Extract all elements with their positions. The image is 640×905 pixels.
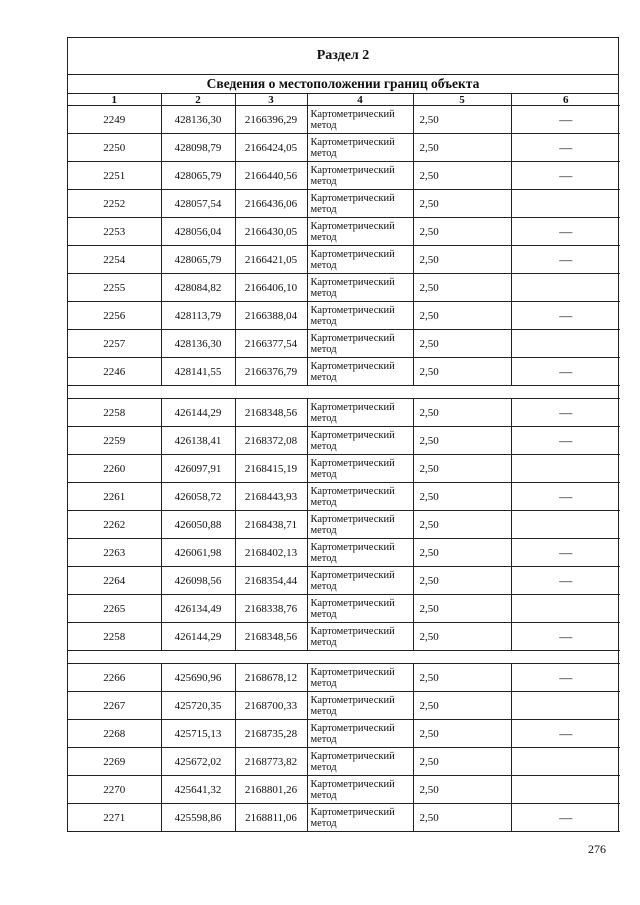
method-cell: Картометрический метод (307, 692, 413, 720)
accuracy-cell: 2,50 (413, 218, 511, 246)
point-number-cell: 2268 (68, 720, 161, 748)
accuracy-cell: 2,50 (413, 595, 511, 623)
x-coordinate-cell: 426138,41 (161, 427, 235, 455)
point-number-cell: 2255 (68, 274, 161, 302)
y-coordinate-cell: 2166396,29 (235, 106, 307, 134)
description-cell (511, 274, 620, 302)
table-row (68, 106, 620, 134)
point-number-cell: 2251 (68, 162, 161, 190)
description-cell (511, 692, 620, 720)
accuracy-cell: 2,50 (413, 246, 511, 274)
method-cell: Картометрический метод (307, 776, 413, 804)
description-cell: — (511, 804, 620, 832)
x-coordinate-cell: 426134,49 (161, 595, 235, 623)
description-cell: — (511, 483, 620, 511)
y-coordinate-cell: 2168735,28 (235, 720, 307, 748)
accuracy-cell: 2,50 (413, 162, 511, 190)
accuracy-cell: 2,50 (413, 358, 511, 386)
accuracy-cell: 2,50 (413, 664, 511, 692)
description-cell (511, 511, 620, 539)
method-cell: Картометрический метод (307, 358, 413, 386)
accuracy-cell: 2,50 (413, 190, 511, 218)
method-cell: Картометрический метод (307, 190, 413, 218)
point-number-cell: 2270 (68, 776, 161, 804)
accuracy-cell: 2,50 (413, 330, 511, 358)
x-coordinate-cell: 426144,29 (161, 623, 235, 651)
table-row (68, 692, 620, 720)
accuracy-cell: 2,50 (413, 804, 511, 832)
point-number-cell: 2249 (68, 106, 161, 134)
column-header: 1 (68, 94, 161, 106)
x-coordinate-cell: 426050,88 (161, 511, 235, 539)
method-cell: Картометрический метод (307, 162, 413, 190)
point-number-cell: 2271 (68, 804, 161, 832)
description-cell: — (511, 664, 620, 692)
method-cell: Картометрический метод (307, 804, 413, 832)
boundary-points-table (68, 94, 620, 832)
method-cell: Картометрический метод (307, 720, 413, 748)
table-row (68, 246, 620, 274)
y-coordinate-cell: 2166440,56 (235, 162, 307, 190)
description-cell: — (511, 162, 620, 190)
x-coordinate-cell: 428057,54 (161, 190, 235, 218)
separator-cell (68, 386, 620, 399)
separator-cell (68, 651, 620, 664)
accuracy-cell: 2,50 (413, 720, 511, 748)
method-cell: Картометрический метод (307, 134, 413, 162)
point-number-cell: 2266 (68, 664, 161, 692)
method-cell: Картометрический метод (307, 274, 413, 302)
y-coordinate-cell: 2168415,19 (235, 455, 307, 483)
description-cell: — (511, 218, 620, 246)
x-coordinate-cell: 428136,30 (161, 106, 235, 134)
method-cell: Картометрический метод (307, 427, 413, 455)
method-cell: Картометрический метод (307, 246, 413, 274)
column-header: 4 (307, 94, 413, 106)
x-coordinate-cell: 428098,79 (161, 134, 235, 162)
accuracy-cell: 2,50 (413, 399, 511, 427)
point-number-cell: 2258 (68, 399, 161, 427)
group-separator-row (68, 651, 620, 664)
accuracy-cell: 2,50 (413, 692, 511, 720)
description-cell (511, 190, 620, 218)
x-coordinate-cell: 426061,98 (161, 539, 235, 567)
point-number-cell: 2250 (68, 134, 161, 162)
column-header: 2 (161, 94, 235, 106)
table-row (68, 302, 620, 330)
table-row (68, 664, 620, 692)
method-cell: Картометрический метод (307, 539, 413, 567)
description-cell: — (511, 358, 620, 386)
point-number-cell: 2260 (68, 455, 161, 483)
description-cell: — (511, 134, 620, 162)
accuracy-cell: 2,50 (413, 776, 511, 804)
column-header: 5 (413, 94, 511, 106)
description-cell: — (511, 427, 620, 455)
table-row (68, 539, 620, 567)
method-cell: Картометрический метод (307, 330, 413, 358)
description-cell: — (511, 106, 620, 134)
column-header: 3 (235, 94, 307, 106)
method-cell: Картометрический метод (307, 218, 413, 246)
point-number-cell: 2254 (68, 246, 161, 274)
document-sheet (67, 37, 619, 832)
y-coordinate-cell: 2168438,71 (235, 511, 307, 539)
x-coordinate-cell: 426097,91 (161, 455, 235, 483)
point-number-cell: 2259 (68, 427, 161, 455)
x-coordinate-cell: 428113,79 (161, 302, 235, 330)
point-number-cell: 2252 (68, 190, 161, 218)
table-body (68, 106, 620, 832)
y-coordinate-cell: 2168700,33 (235, 692, 307, 720)
section-title: Раздел 2 (68, 38, 618, 75)
x-coordinate-cell: 425720,35 (161, 692, 235, 720)
y-coordinate-cell: 2168354,44 (235, 567, 307, 595)
method-cell: Картометрический метод (307, 664, 413, 692)
y-coordinate-cell: 2166388,04 (235, 302, 307, 330)
method-cell: Картометрический метод (307, 748, 413, 776)
accuracy-cell: 2,50 (413, 427, 511, 455)
method-cell: Картометрический метод (307, 623, 413, 651)
accuracy-cell: 2,50 (413, 302, 511, 330)
table-row (68, 190, 620, 218)
page-number: 276 (588, 842, 606, 856)
table-row (68, 483, 620, 511)
method-cell: Картометрический метод (307, 567, 413, 595)
y-coordinate-cell: 2166377,54 (235, 330, 307, 358)
accuracy-cell: 2,50 (413, 748, 511, 776)
y-coordinate-cell: 2168372,08 (235, 427, 307, 455)
x-coordinate-cell: 425672,02 (161, 748, 235, 776)
description-cell (511, 330, 620, 358)
description-cell: — (511, 302, 620, 330)
point-number-cell: 2246 (68, 358, 161, 386)
description-cell (511, 776, 620, 804)
accuracy-cell: 2,50 (413, 134, 511, 162)
y-coordinate-cell: 2168348,56 (235, 399, 307, 427)
description-cell: — (511, 246, 620, 274)
accuracy-cell: 2,50 (413, 455, 511, 483)
y-coordinate-cell: 2168801,26 (235, 776, 307, 804)
x-coordinate-cell: 425598,86 (161, 804, 235, 832)
description-cell (511, 748, 620, 776)
x-coordinate-cell: 426058,72 (161, 483, 235, 511)
point-number-cell: 2262 (68, 511, 161, 539)
y-coordinate-cell: 2166430,05 (235, 218, 307, 246)
y-coordinate-cell: 2168678,12 (235, 664, 307, 692)
point-number-cell: 2257 (68, 330, 161, 358)
table-row (68, 134, 620, 162)
accuracy-cell: 2,50 (413, 539, 511, 567)
method-cell: Картометрический метод (307, 511, 413, 539)
description-cell: — (511, 623, 620, 651)
description-cell: — (511, 539, 620, 567)
accuracy-cell: 2,50 (413, 483, 511, 511)
x-coordinate-cell: 426144,29 (161, 399, 235, 427)
y-coordinate-cell: 2168348,56 (235, 623, 307, 651)
x-coordinate-cell: 428065,79 (161, 162, 235, 190)
method-cell: Картометрический метод (307, 483, 413, 511)
accuracy-cell: 2,50 (413, 623, 511, 651)
y-coordinate-cell: 2168773,82 (235, 748, 307, 776)
x-coordinate-cell: 428136,30 (161, 330, 235, 358)
y-coordinate-cell: 2166376,79 (235, 358, 307, 386)
description-cell (511, 595, 620, 623)
column-header: 6 (511, 94, 620, 106)
table-row (68, 623, 620, 651)
x-coordinate-cell: 428065,79 (161, 246, 235, 274)
table-row (68, 455, 620, 483)
point-number-cell: 2269 (68, 748, 161, 776)
table-row (68, 595, 620, 623)
description-cell: — (511, 567, 620, 595)
accuracy-cell: 2,50 (413, 511, 511, 539)
accuracy-cell: 2,50 (413, 274, 511, 302)
description-cell: — (511, 399, 620, 427)
x-coordinate-cell: 425690,96 (161, 664, 235, 692)
point-number-cell: 2263 (68, 539, 161, 567)
accuracy-cell: 2,50 (413, 106, 511, 134)
point-number-cell: 2258 (68, 623, 161, 651)
y-coordinate-cell: 2168811,06 (235, 804, 307, 832)
y-coordinate-cell: 2166421,05 (235, 246, 307, 274)
table-row (68, 162, 620, 190)
y-coordinate-cell: 2166406,10 (235, 274, 307, 302)
table-row (68, 567, 620, 595)
x-coordinate-cell: 428056,04 (161, 218, 235, 246)
method-cell: Картометрический метод (307, 106, 413, 134)
accuracy-cell: 2,50 (413, 567, 511, 595)
point-number-cell: 2264 (68, 567, 161, 595)
table-row (68, 358, 620, 386)
point-number-cell: 2256 (68, 302, 161, 330)
table-row (68, 776, 620, 804)
point-number-cell: 2265 (68, 595, 161, 623)
table-row (68, 330, 620, 358)
y-coordinate-cell: 2166436,06 (235, 190, 307, 218)
point-number-cell: 2253 (68, 218, 161, 246)
table-row (68, 748, 620, 776)
description-cell: — (511, 720, 620, 748)
method-cell: Картометрический метод (307, 455, 413, 483)
x-coordinate-cell: 428141,55 (161, 358, 235, 386)
table-row (68, 804, 620, 832)
table-row (68, 399, 620, 427)
x-coordinate-cell: 428084,82 (161, 274, 235, 302)
table-row (68, 511, 620, 539)
y-coordinate-cell: 2168338,76 (235, 595, 307, 623)
table-row (68, 274, 620, 302)
y-coordinate-cell: 2166424,05 (235, 134, 307, 162)
table-row (68, 720, 620, 748)
y-coordinate-cell: 2168402,13 (235, 539, 307, 567)
method-cell: Картометрический метод (307, 399, 413, 427)
table-row (68, 218, 620, 246)
y-coordinate-cell: 2168443,93 (235, 483, 307, 511)
method-cell: Картометрический метод (307, 595, 413, 623)
point-number-cell: 2267 (68, 692, 161, 720)
table-row (68, 427, 620, 455)
point-number-cell: 2261 (68, 483, 161, 511)
column-header-row (68, 94, 620, 106)
x-coordinate-cell: 425641,32 (161, 776, 235, 804)
description-cell (511, 455, 620, 483)
x-coordinate-cell: 425715,13 (161, 720, 235, 748)
method-cell: Картометрический метод (307, 302, 413, 330)
x-coordinate-cell: 426098,56 (161, 567, 235, 595)
group-separator-row (68, 386, 620, 399)
table-subtitle: Сведения о местоположении границ объекта (68, 75, 618, 94)
